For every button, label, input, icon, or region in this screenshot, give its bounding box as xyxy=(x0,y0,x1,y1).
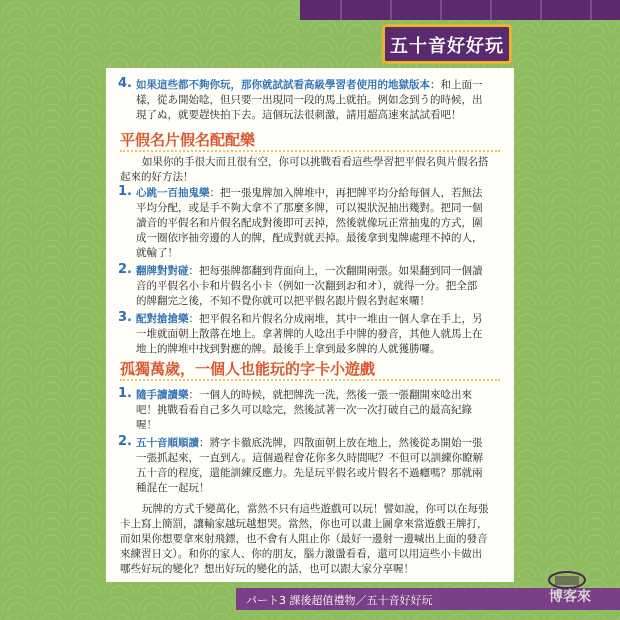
closing-line: 卡上寫上簡罰，讓輸家越玩越想哭。當然，你也可以畫上圖拿來當遊戲王牌打， xyxy=(120,518,488,530)
item-number: 4. xyxy=(118,76,132,91)
item-line: 就輸了！ xyxy=(136,247,178,259)
item-line: ：把每張牌都翻到背面向上，一次翻開兩張。如果翻到同一個讀 xyxy=(188,265,483,277)
intro-item-line: 和上面一 xyxy=(440,79,483,91)
footer-text: パート3 課後超值禮物／五十音好好玩 xyxy=(246,594,433,607)
intro-item-text xyxy=(136,78,506,123)
header-banner xyxy=(382,24,512,64)
closing-line: 而如果你想要拿來射飛鏢，也不會有人阻止你（最好一邊射一邊喊出上面的發音 xyxy=(120,533,488,545)
item-line: 一堆就面朝上散落在地上。拿著牌的人唸出手中牌的發音，其他人就馬上在 xyxy=(136,328,483,340)
item-title: 隨手讀讀樂 xyxy=(136,389,189,401)
item-line: ：把平假名和片假名分成兩堆，其中一堆由一個人拿在手上，另 xyxy=(188,313,483,325)
item-title: 配對搶搶樂 xyxy=(136,313,189,325)
item-line: 吧！挑戰看看自己多久可以唸完，然後試著一次一次打破自己的最高紀錄 xyxy=(136,404,472,416)
item-title: 心跳一百抽鬼樂 xyxy=(136,187,210,199)
watermark-text: 博客來 xyxy=(549,589,591,605)
item-line: 音的平假名小卡和片假名小卡（例如一次翻到お和オ），就得一分。把全部 xyxy=(136,280,478,292)
item-title: 翻牌對對碰 xyxy=(136,265,189,277)
list-item xyxy=(136,264,506,309)
intro-item-line: 現了ぬ，就要趕快拍下去。這個玩法很刺激，請用超高速來試試看吧！ xyxy=(136,109,462,121)
section-intro-line: 如果你的手很大而且很有空，你可以挑戰看看這些學習把平假名與片假名搭 xyxy=(142,156,489,168)
section-title: 平假名片假名配配樂 xyxy=(120,131,256,149)
section-divider xyxy=(120,379,500,381)
section-intro xyxy=(120,155,510,185)
item-line: 讀音的平假名和片假名配成對後即可丟掉，然後就像玩正常抽鬼的方式，圍 xyxy=(136,217,483,229)
closing-line: 哪些好玩的變化？想出好玩的變化的話，也可以跟大家分享喔！ xyxy=(120,563,414,575)
item-line: 成一圈依序抽旁邊的人的牌，配成對就丟掉。最後拿到鬼牌處理不掉的人， xyxy=(136,232,483,244)
closing-line: 來練習日文）。和你的家人、你的朋友，腦力激盪看看，還可以用這些小卡做出 xyxy=(120,548,483,560)
item-line: 喔！ xyxy=(136,419,157,431)
item-number: 1. xyxy=(118,184,132,199)
list-item xyxy=(136,388,506,433)
item-line: 地上的牌堆中找到對應的牌。最後手上拿到最多牌的人就獲勝囉。 xyxy=(136,343,441,355)
list-item xyxy=(136,436,506,496)
item-line: ：將字卡徹底洗牌，四散面朝上放在地上，然後從あ開始一張 xyxy=(199,437,483,449)
section-title: 孤獨萬歲，一個人也能玩的字卡小遊戲 xyxy=(120,360,376,378)
intro-item-line: 樣，從あ開始唸，但只要一出現同一段的馬上就拍。例如念到う的時候，出 xyxy=(136,94,483,106)
intro-item-highlight: 如果這些都不夠你玩，那你就試試看高級學習者使用的地獄版本： xyxy=(136,79,441,91)
section-divider xyxy=(120,150,500,152)
header-title: 五十音好好玩 xyxy=(390,36,504,57)
list-item xyxy=(136,312,506,357)
item-line: 一張抓起來，一直到ん。這個過程會花你多久時間呢？不但可以訓練你瞭解 xyxy=(136,452,484,464)
item-line: ：把一張鬼牌加入牌堆中，再把牌平均分給每個人，若無法 xyxy=(209,187,483,199)
item-title: 五十音順順讀 xyxy=(136,437,199,449)
item-line: 種混在一起玩！ xyxy=(136,482,210,494)
item-line: 的牌翻完之後，不知不覺你就可以把平假名跟片假名對起來囉！ xyxy=(136,295,430,307)
list-item xyxy=(136,186,506,261)
section-intro-line: 起來的好方法！ xyxy=(120,171,194,183)
closing-line: 玩牌的方式千變萬化，當然不只有這些遊戲可以玩！譬如說，你可以在每張 xyxy=(142,503,489,515)
closing-paragraph xyxy=(120,502,512,577)
item-number: 3. xyxy=(118,310,132,325)
item-number: 2. xyxy=(118,434,132,449)
curtain-decoration xyxy=(300,0,620,20)
item-line: 平均分配，或是手不夠大拿不了那麼多牌，可以視狀況抽出幾對。把同一個 xyxy=(136,202,483,214)
item-number: 2. xyxy=(118,262,132,277)
item-line: ：一個人的時候，就把牌洗一洗，然後一張一張翻開來唸出來 xyxy=(188,389,472,401)
item-line: 五十音的程度，還能訓練反應力。先是玩平假名或片假名不過癮嗎？那就兩 xyxy=(136,467,483,479)
item-number: 1. xyxy=(118,386,132,401)
